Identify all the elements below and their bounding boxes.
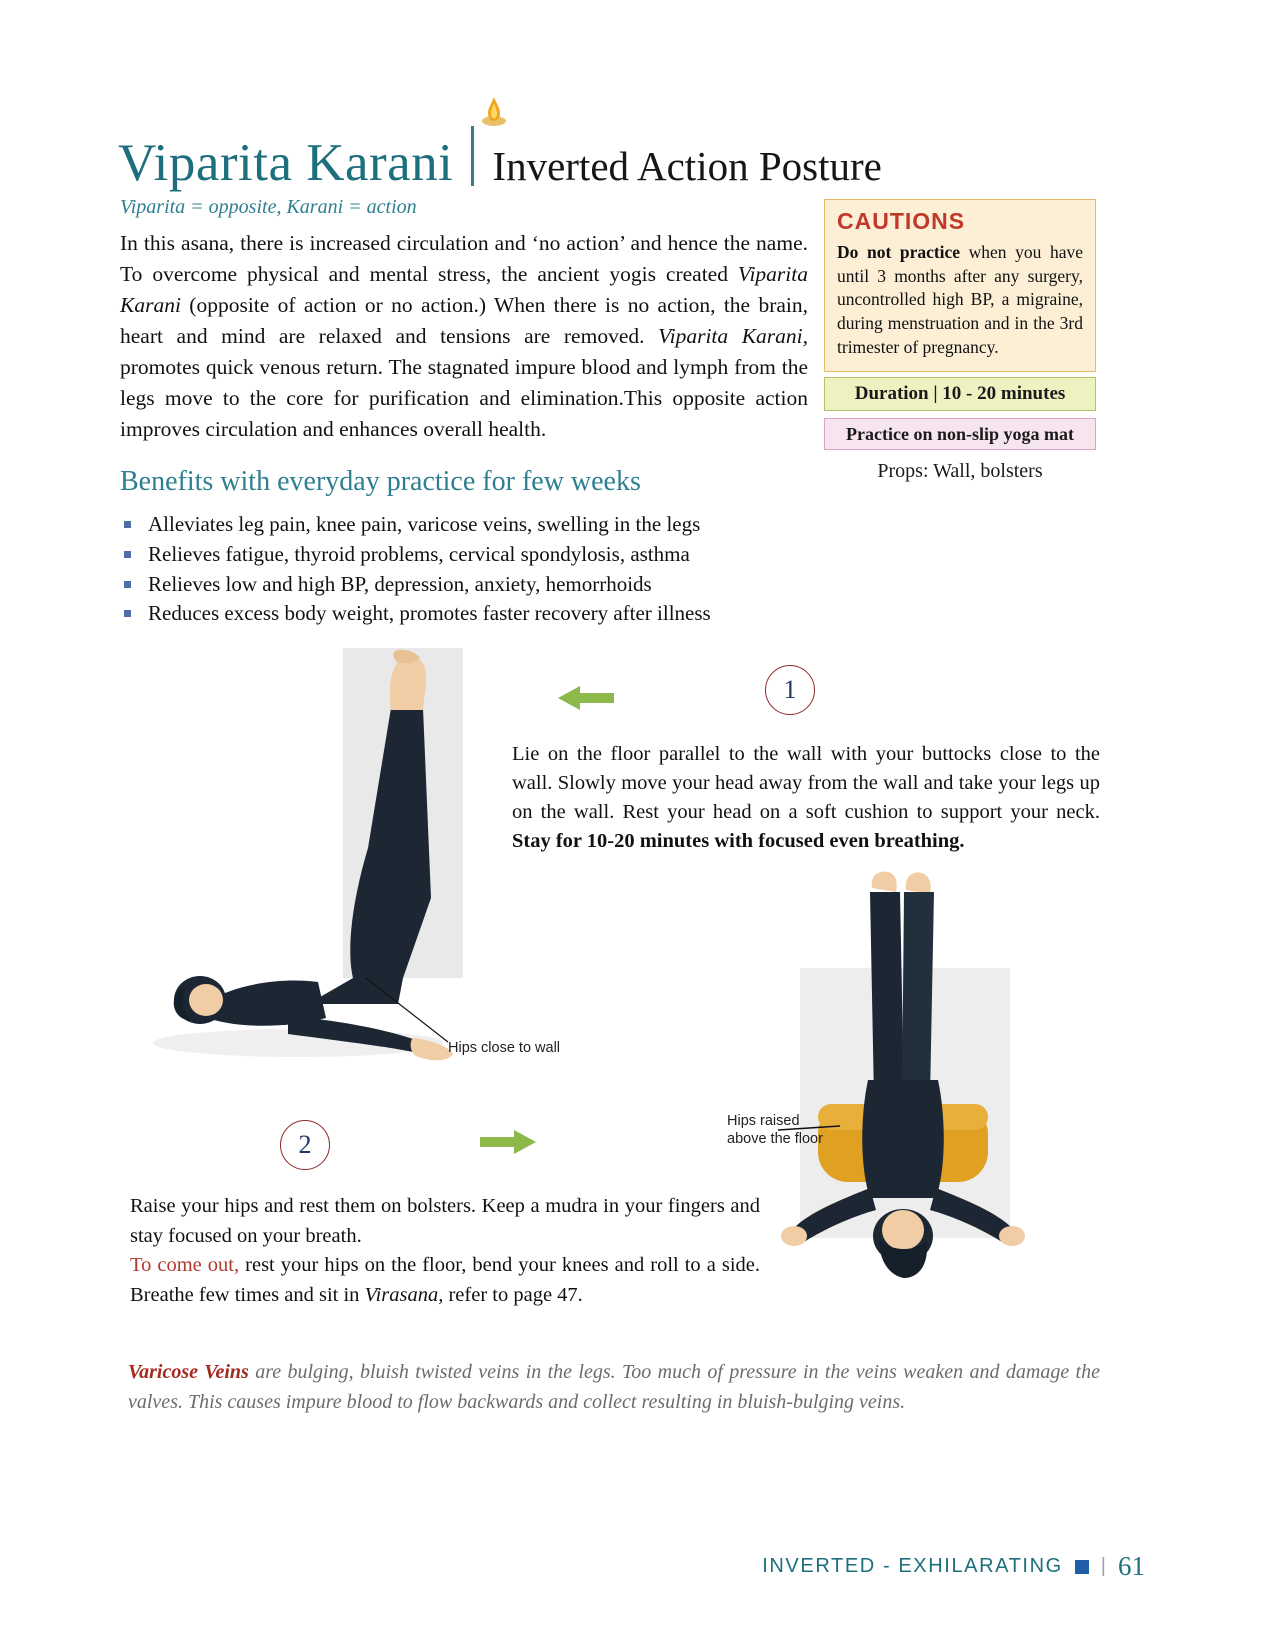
cautions-heading: CAUTIONS [837,208,966,234]
step-2-text [130,1192,760,1311]
arrow-right-icon [478,1124,538,1160]
footnote-lead: Varicose Veins [128,1361,249,1383]
callout-hips-raised-line2: above the floor [727,1131,823,1148]
step-1-text [512,740,1100,856]
title-meaning: Viparita = opposite, Karani = action [120,196,417,218]
arrow-left-icon [556,680,616,716]
callout-hips-close-to-wall: Hips close to wall [448,1040,561,1056]
step-2-comeout-text: rest your hips on the floor, bend your knees and roll to a side. Breathe few times and sit in Virasana, refer to page 47. [130,1254,760,1307]
cautions-box [824,199,1096,372]
step-2-number: 2 [280,1120,330,1170]
cautions-body [837,241,1083,359]
title-divider [471,126,474,186]
footer-section-label: INVERTED - EXHILARATING [762,1555,1063,1577]
cautions-lead: Do not practice [837,242,961,262]
footer-page-number: 61 [1118,1551,1145,1581]
mat-note-badge: Practice on non-slip yoga mat [824,418,1096,450]
list-item: Relieves fatigue, thyroid problems, cervical spondylosis, asthma [120,540,820,570]
props-note: Props: Wall, bolsters [877,460,1043,482]
footer-separator: | [1100,1555,1106,1577]
title-english: Inverted Action Posture [492,143,882,189]
list-item: Relieves low and high BP, depression, anxiety, hemorrhoids [120,570,820,600]
step-1-body: Lie on the floor parallel to the wall with your buttocks close to the wall. Slowly move your head away from the wall and take your legs up on the wall. Rest your head on a soft cushion to support your neck. [512,743,1100,824]
step-2-comeout-label: To come out, [130,1254,240,1277]
step-1-number: 1 [765,665,815,715]
list-item: Reduces excess body weight, promotes faster recovery after illness [120,599,820,629]
callout-hips-raised [727,1112,823,1148]
benefits-list [120,510,820,629]
footnote-text: are bulging, bluish twisted veins in the legs. Too much of pressure in the veins weaken and damage the valves. This causes impure blood to flow backwards and collect resulting in bluish-bulging veins. [128,1361,1100,1413]
list-item: Alleviates leg pain, knee pain, varicose veins, swelling in the legs [120,510,820,540]
step-2-body: Raise your hips and rest them on bolsters. Keep a mudra in your fingers and stay focused on your breath. [130,1195,760,1247]
callout-hips-raised-line1: Hips raised [727,1113,800,1129]
footer-square-icon [1075,1560,1089,1574]
pose-illustration-step-2 [770,868,1035,1323]
page-footer [762,1551,1145,1582]
benefits-heading: Benefits with everyday practice for few weeks [120,466,641,497]
duration-badge: Duration | 10 - 20 minutes [824,377,1096,411]
intro-paragraph: In this asana, there is increased circulation and ‘no action’ and hence the name. To overcome physical and mental stress, the ancient yogis created Viparita Karani (opposite of action or no action.) When there is no action, the brain, heart and mind are relaxed and tensions are removed. Viparita Karani, promotes quick venous return. The stagnated impure blood and lymph from the legs move to the core for purification and elimination.This opposite action improves circulation and enhances overall health. [120,231,808,441]
cautions-text: when you have until 3 months after any surgery, uncontrolled high BP, a migraine, during menstruation and in the 3rd trimester of pregnancy. [837,242,1083,357]
pose-illustration-step-1 [148,648,478,1088]
step-1-bold-tail: Stay for 10-20 minutes with focused even breathing. [512,830,965,853]
title-sanskrit: Viparita Karani [118,134,454,192]
footnote [128,1357,1100,1417]
page-title [118,120,1098,192]
